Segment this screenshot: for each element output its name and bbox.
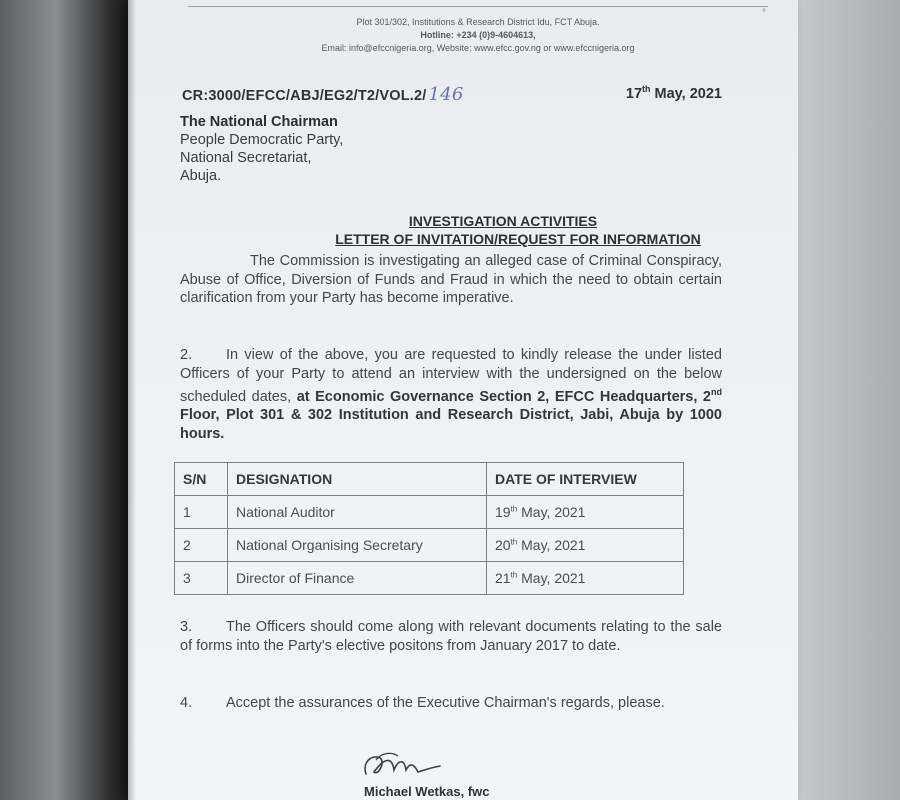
cell-date: 20th May, 2021 [487,529,684,562]
background-right [790,0,900,800]
letterhead-address: Plot 301/302, Institutions & Research District Idu, FCT Abuja. [356,17,600,27]
paragraph-2 [180,346,722,443]
header-designation: DESIGNATION [228,463,487,496]
letter-date [626,84,722,102]
paragraph-4-text: Accept the assurances of the Executive Chairman's regards, please. [226,695,665,711]
signature-icon [358,748,448,784]
addressee-line: National Secretariat, [180,150,312,166]
date-day: 17 [625,85,643,102]
date-suffix: th [642,84,651,94]
table-row [175,562,684,595]
cell-sn: 2 [175,529,228,562]
header-date: DATE OF INTERVIEW [487,463,684,496]
cell-sn: 3 [175,562,228,595]
date-rest: May, 2021 [650,85,722,102]
background-left [0,0,140,800]
letter-page [128,0,798,800]
interview-schedule-table [174,462,684,595]
subject-headings [128,212,798,248]
venue-sup: nd [711,387,722,397]
addressee-title: The National Chairman [180,114,338,130]
cell-designation: National Auditor [228,496,487,529]
paragraph-3 [180,618,722,655]
venue-text-b: Floor, Plot 301 & 302 Institution and Research District, Jabi, Abuja by 1000 hours. [180,407,722,442]
reference-number [182,84,463,105]
addressee-line: Abuja. [180,168,222,184]
addressee-line: People Democratic Party, [180,132,344,148]
letterhead-rule [188,6,768,7]
cell-date: 21th May, 2021 [487,562,684,595]
reference-code: CR:3000/EFCC/ABJ/EG2/T2/VOL.2/ [182,88,427,104]
addressee-block [180,113,343,185]
main-heading: INVESTIGATION ACTIVITIES [408,213,598,229]
paragraph-number: 4. [180,695,193,711]
paragraph-number: 3. [180,619,193,635]
table-row [175,529,684,562]
header-sn: S/N [175,463,228,496]
cell-sn: 1 [175,496,228,529]
paragraph-4 [180,694,722,713]
paragraph-number: 2. [180,347,193,363]
paragraph-2-text: In view of the above, you are requested to kindly release the under listed Officers of your Party to attend an interview with the undersigned on the below scheduled dates, [180,347,722,405]
signatory-name: Michael Wetkas, fwc [364,784,490,799]
table-row [175,496,684,529]
table-header-row [175,463,684,496]
letterhead-email: Email: info@efccnigeria.org, Website: www.efcc.gov.ng or www.efccnigeria.org [321,43,635,53]
cell-date: 19th May, 2021 [487,496,684,529]
venue-text-a: at Economic Governance Section 2, EFCC Headquarters, 2 [296,388,711,405]
letterhead-contact [188,16,768,55]
handwritten-ref: 146 [428,84,464,105]
cell-designation: National Organising Secretary [228,529,487,562]
paragraph-1: The Commission is investigating an alleged case of Criminal Conspiracy, Abuse of Office, Diversion of Funds and Fraud in which the need to obtain certain clarification from your Party has become imperative. [180,253,722,306]
cell-designation: Director of Finance [228,562,487,595]
paragraph-3-text: The Officers should come along with relevant documents relating to the sale of forms into the Party's elective positons from January 2017 to date. [180,619,722,654]
corner-mark: ° [762,8,766,19]
sub-heading: LETTER OF INVITATION/REQUEST FOR INFORMATION [335,231,701,247]
letterhead-hotline: Hotline: +234 (0)9-4604613, [420,30,536,40]
